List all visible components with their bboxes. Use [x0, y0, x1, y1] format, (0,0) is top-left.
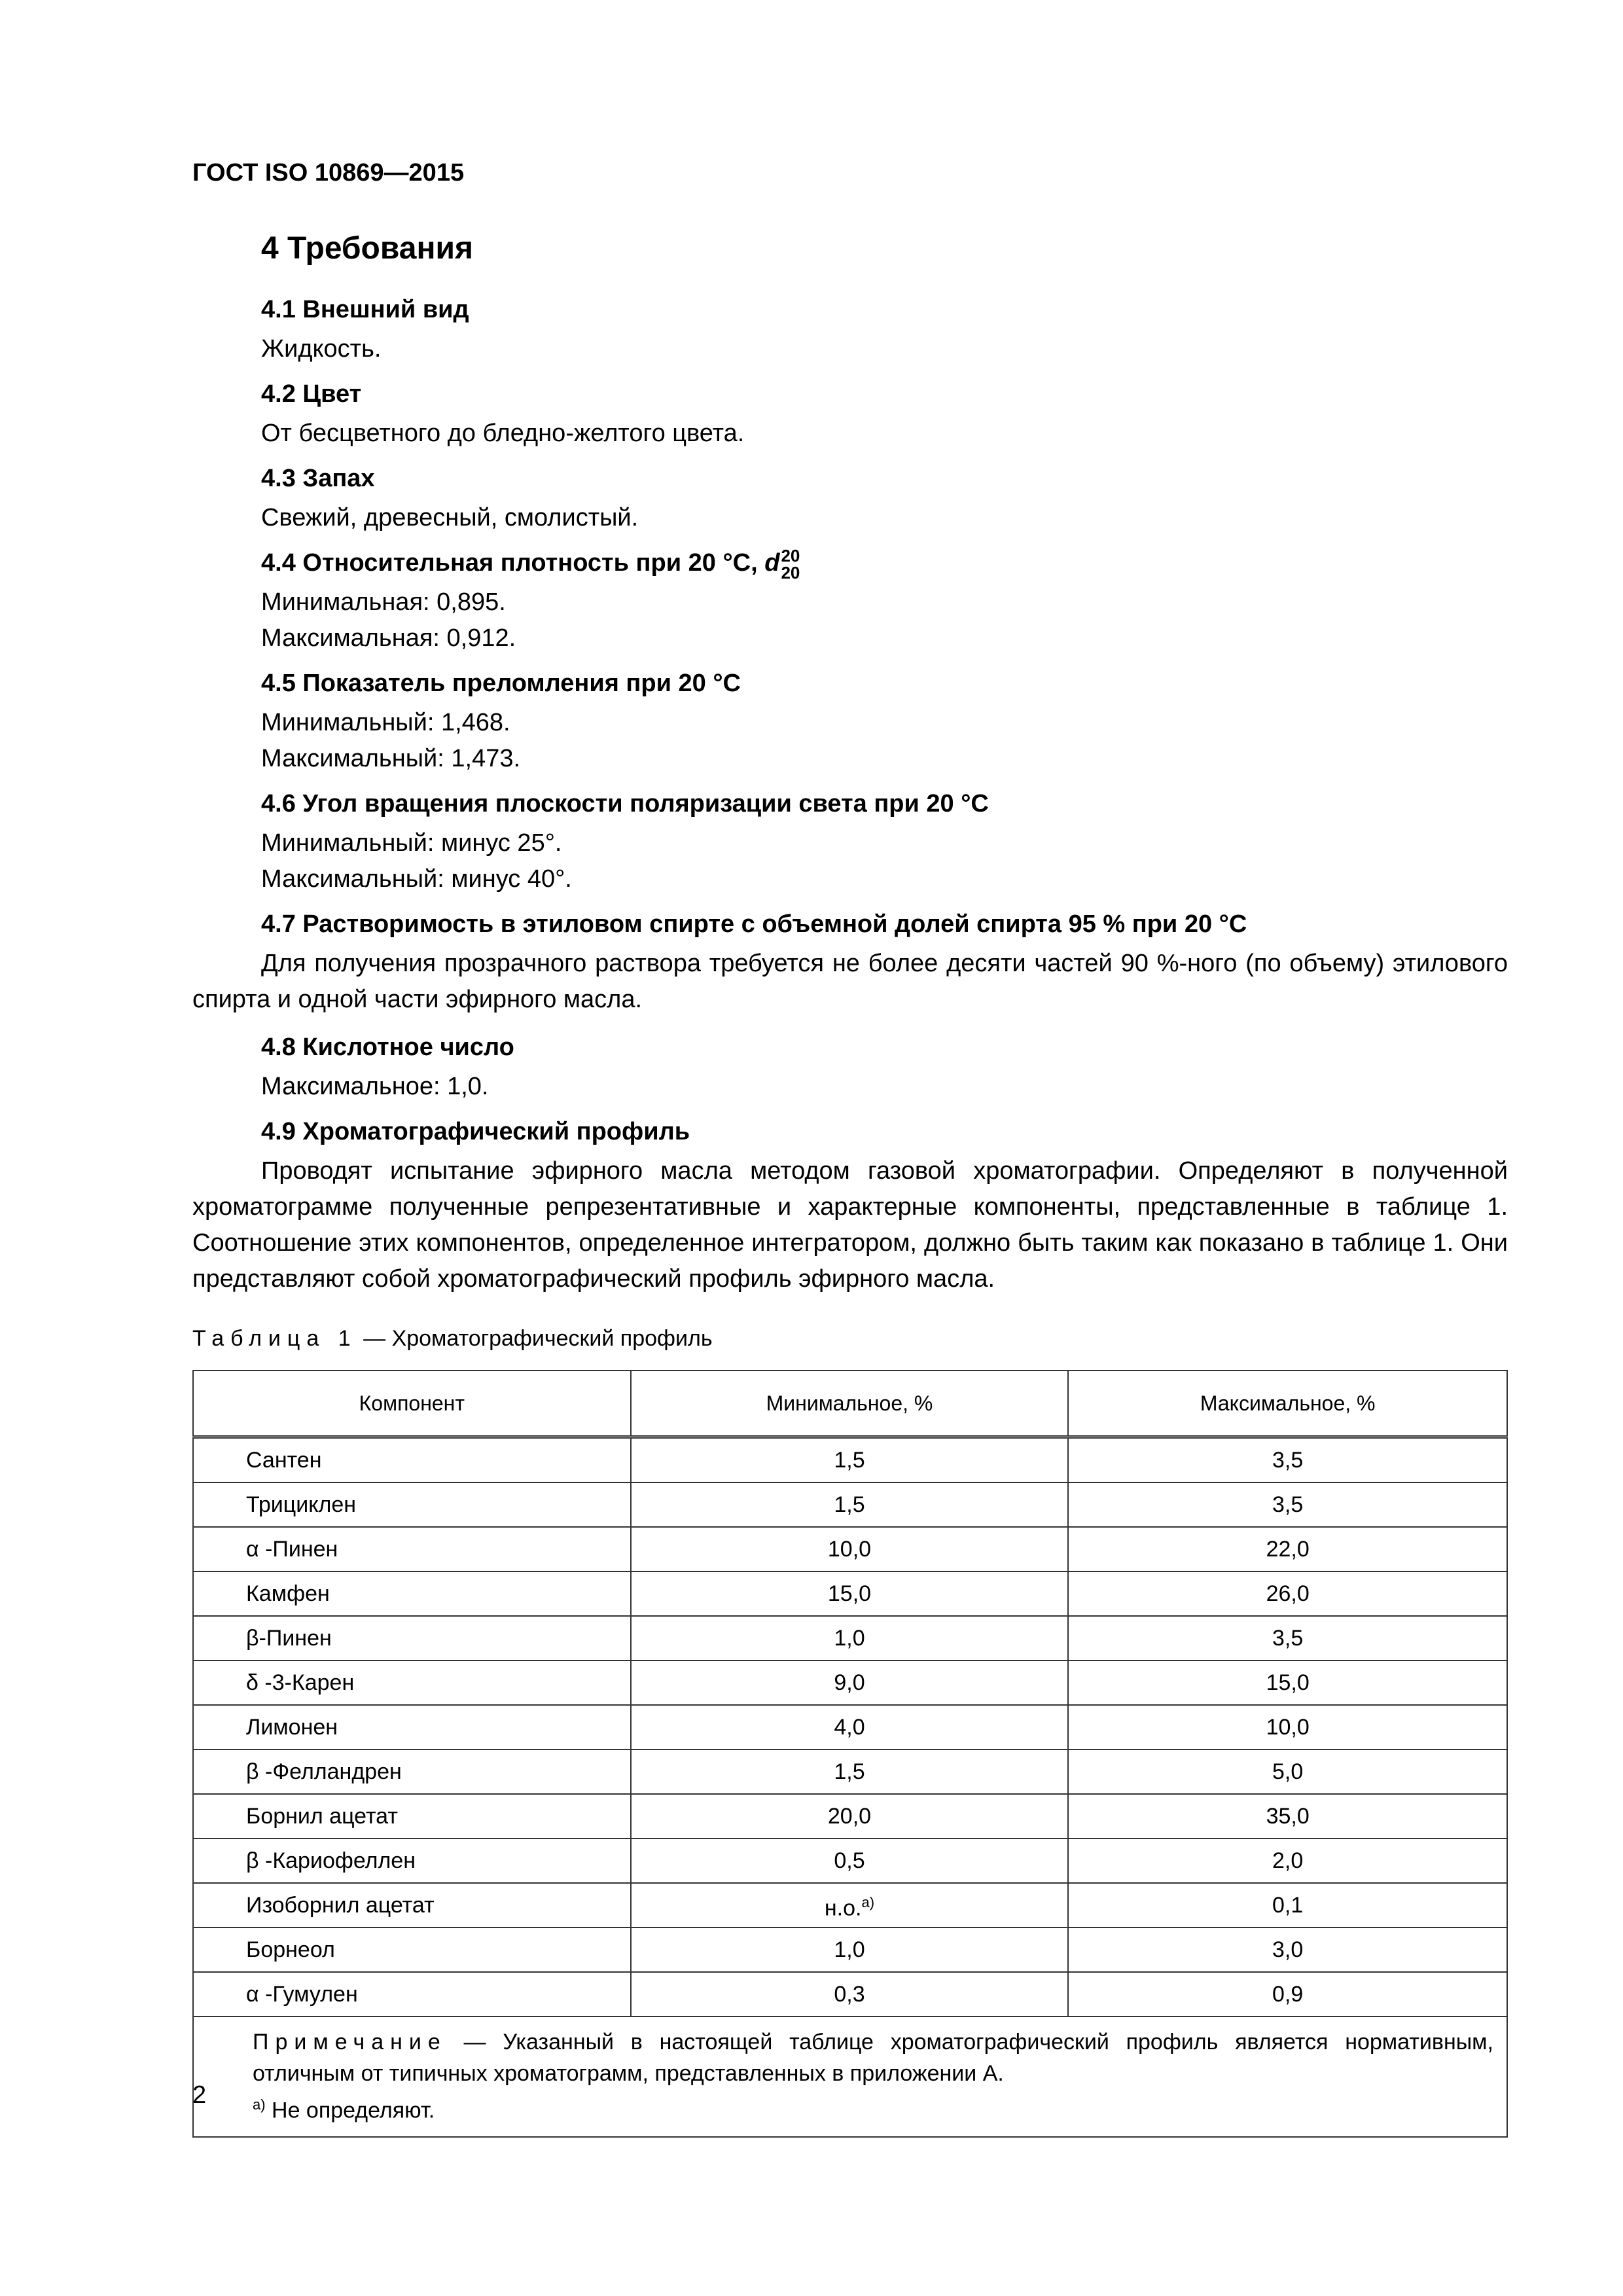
refraction-min: Минимальный: 1,468. [261, 709, 510, 736]
max-value: 0,1 [1068, 1883, 1507, 1928]
subsection-list [192, 288, 1508, 536]
section-title: 4 Требования [261, 231, 473, 266]
component-name: β-Пинен [193, 1616, 631, 1660]
min-value: 4,0 [631, 1705, 1069, 1749]
table-row [193, 1437, 1507, 1483]
table-row [193, 1972, 1507, 2017]
subsection-heading-solubility: 4.7 Растворимость в этиловом спирте с объемной долей спирта 95 % при 20 °С [261, 910, 1247, 938]
max-value: 15,0 [1068, 1660, 1507, 1705]
subsection-heading: 4.3 Запах [261, 465, 375, 492]
component-name: β -Фелландрен [193, 1749, 631, 1794]
component-name: β -Кариофеллен [193, 1839, 631, 1883]
subsection-heading-density: 4.4 Относительная плотность при 20 °С, d 20 20 [261, 545, 800, 583]
column-header-min: Минимальное, % [631, 1371, 1069, 1437]
min-value: 1,5 [631, 1437, 1069, 1483]
document-id: ГОСТ ISO 10869—2015 [192, 159, 465, 187]
component-name: Трициклен [193, 1482, 631, 1527]
component-name: Борнил ацетат [193, 1794, 631, 1839]
table-row [193, 1883, 1507, 1928]
min-value: н.о.$^{а)}$ [631, 1883, 1069, 1928]
min-value: 9,0 [631, 1660, 1069, 1705]
subsection-heading: 4.2 Цвет [261, 380, 362, 408]
table-row [193, 1705, 1507, 1749]
density-max: Максимальная: 0,912. [261, 624, 516, 652]
page-number: 2 [192, 2081, 207, 2109]
solubility-text: Для получения прозрачного раствора требуется не более десяти частей 90 %-ного (по объему) этилового спирта и одной части эфирного масла. [192, 950, 1508, 1013]
table-row [193, 1527, 1507, 1571]
table-row [193, 1571, 1507, 1616]
max-value: 3,5 [1068, 1482, 1507, 1527]
subsection-heading: 4.1 Внешний вид [261, 296, 469, 323]
component-name: Борнеол [193, 1928, 631, 1972]
min-value: 1,0 [631, 1616, 1069, 1660]
max-value: 3,5 [1068, 1616, 1507, 1660]
max-value: 3,0 [1068, 1928, 1507, 1972]
min-value: 1,5 [631, 1482, 1069, 1527]
column-header-component: Компонент [193, 1371, 631, 1437]
max-value: 3,5 [1068, 1437, 1507, 1483]
component-name: Изоборнил ацетат [193, 1883, 631, 1928]
table-row [193, 1616, 1507, 1660]
min-value: 0,5 [631, 1839, 1069, 1883]
table-note [193, 2017, 1507, 2137]
component-name: Сантен [193, 1437, 631, 1483]
subsection-text: От бесцветного до бледно-желтого цвета. [261, 420, 745, 447]
min-value: 10,0 [631, 1527, 1069, 1571]
table-body [193, 1437, 1507, 2017]
component-name: α -Пинен [193, 1527, 631, 1571]
table-row [193, 1928, 1507, 1972]
rotation-values [192, 825, 1508, 897]
min-value: 1,0 [631, 1928, 1069, 1972]
column-header-max: Максимальное, % [1068, 1371, 1507, 1437]
refraction-values [192, 705, 1508, 777]
rotation-max: Максимальный: минус 40°. [261, 865, 572, 893]
note-text: — Указанный в настоящей таблице хроматографический профиль является нормативным, отличным от типичных хроматограмм, представленных в приложении А. [253, 2030, 1493, 2086]
min-value: 0,3 [631, 1972, 1069, 2017]
density-min: Минимальная: 0,895. [261, 588, 506, 616]
chromatography-text: Проводят испытание эфирного масла методом газовой хроматографии. Определяют в полученной хроматограмме полученные репрезентативные и характерные компоненты, представленные в таблице 1. Соотношение этих компонентов, определенное интегратором, должно быть таким как показано в таблице 1. Они представляют собой хроматографический профиль эфирного масла. [192, 1157, 1508, 1293]
max-value: 26,0 [1068, 1571, 1507, 1616]
max-value: 35,0 [1068, 1794, 1507, 1839]
density-subscript: 20 [781, 562, 800, 583]
subsection-heading-refraction: 4.5 Показатель преломления при 20 °С [261, 670, 741, 697]
min-value: 20,0 [631, 1794, 1069, 1839]
table-row [193, 1839, 1507, 1883]
subsection-heading-chromatography: 4.9 Хроматографический профиль [261, 1118, 690, 1145]
acid-max: Максимальное: 1,0. [261, 1073, 489, 1100]
component-name: α -Гумулен [193, 1972, 631, 2017]
subsection-heading-rotation: 4.6 Угол вращения плоскости поляризации света при 20 °С [261, 790, 989, 817]
document-body [192, 223, 1508, 2138]
table-note-row [193, 2017, 1507, 2137]
footnote-mark: а) [253, 2096, 266, 2113]
footnote-ref: а) [861, 1893, 875, 1910]
table-row [193, 1660, 1507, 1705]
max-value: 10,0 [1068, 1705, 1507, 1749]
component-name: δ -3-Карен [193, 1660, 631, 1705]
note-label: Примечание [253, 2030, 447, 2054]
refraction-max: Максимальный: 1,473. [261, 745, 521, 772]
footnote-text: Не определяют. [265, 2098, 435, 2123]
component-name: Лимонен [193, 1705, 631, 1749]
subsection-text: Жидкость. [261, 335, 382, 363]
max-value: 0,9 [1068, 1972, 1507, 2017]
subsection-heading-acid: 4.8 Кислотное число [261, 1033, 514, 1061]
table-caption: Таблица 1 — Хроматографический профиль [192, 1326, 713, 1351]
component-name: Камфен [193, 1571, 631, 1616]
table-row [193, 1794, 1507, 1839]
footnote [207, 2089, 1493, 2126]
max-value: 5,0 [1068, 1749, 1507, 1794]
min-value: 15,0 [631, 1571, 1069, 1616]
table-row [193, 1749, 1507, 1794]
max-value: 22,0 [1068, 1527, 1507, 1571]
rotation-min: Минимальный: минус 25°. [261, 829, 562, 857]
table-header-row [193, 1371, 1507, 1437]
min-value: 1,5 [631, 1749, 1069, 1794]
table-row [193, 1482, 1507, 1527]
chromatographic-profile-table [192, 1370, 1508, 2138]
max-value: 2,0 [1068, 1839, 1507, 1883]
subsection-text: Свежий, древесный, смолистый. [261, 504, 639, 531]
density-superscript: 20 [781, 545, 800, 565]
density-values [192, 584, 1508, 656]
